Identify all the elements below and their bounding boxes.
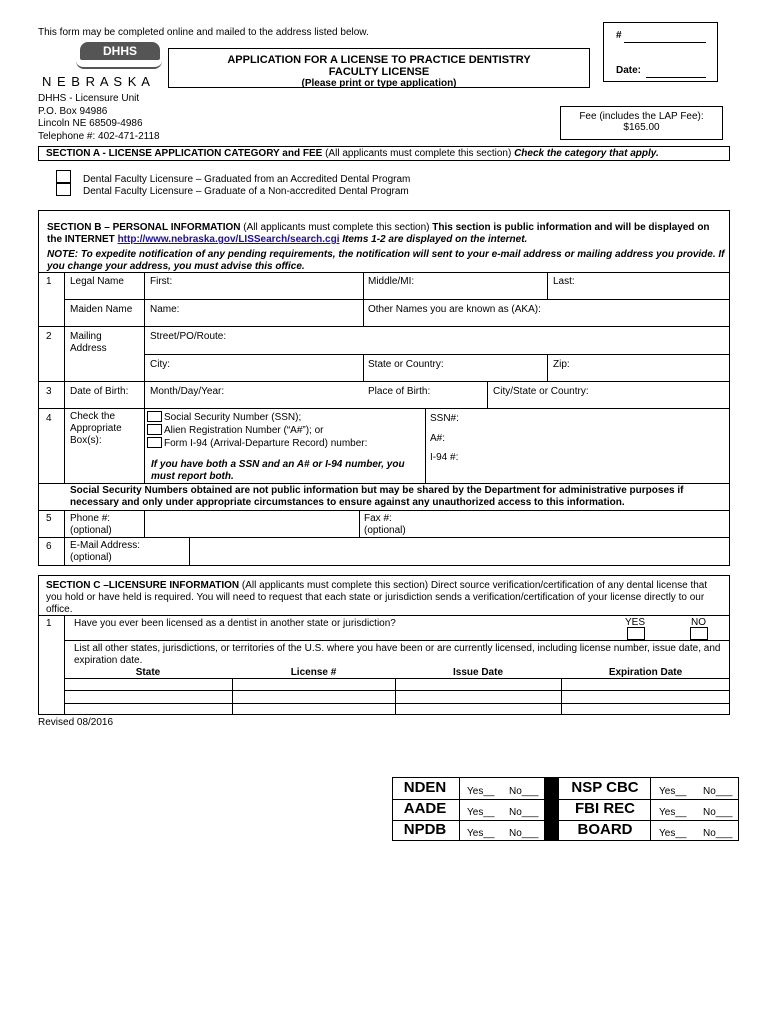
category-checkbox-2[interactable] bbox=[56, 183, 71, 196]
logo-bottom-text: N E B R A S K A bbox=[42, 74, 151, 89]
office-check-aade: AADE bbox=[403, 800, 447, 817]
grid-line bbox=[547, 272, 548, 299]
grid-line bbox=[38, 326, 730, 327]
license-list-note: List all other states, jurisdictions, or territories of the U.S. where you have been or are currently licensed, including license number, issue date, and expiration date. bbox=[74, 643, 721, 666]
a-number-field[interactable]: A#: bbox=[430, 433, 446, 444]
state-country-field[interactable]: State or Country: bbox=[368, 359, 444, 370]
yes-checkbox[interactable] bbox=[627, 627, 645, 640]
title-line1: APPLICATION FOR A LICENSE TO PRACTICE DENTISTRY bbox=[227, 54, 531, 66]
office-use-divider bbox=[544, 777, 559, 841]
phone-label-text: Phone #: bbox=[70, 513, 111, 524]
title-line2: FACULTY LICENSE bbox=[328, 66, 430, 78]
section-c-title: SECTION C –LICENSURE INFORMATION bbox=[46, 580, 240, 591]
fee-line1: Fee (includes the LAP Fee): bbox=[579, 111, 704, 122]
grid-line bbox=[487, 381, 488, 408]
no-mark: No___ bbox=[703, 807, 733, 818]
legal-name-label: Legal Name bbox=[70, 276, 124, 287]
first-name-field[interactable]: First: bbox=[150, 276, 173, 287]
section-c-instructions: (All applicants must complete this section) Direct source verification/certification of any dental license that you hold or have held is required. You will need to request that each state or jurisdiction sends a verification/certification of your license directly to our office. bbox=[46, 580, 708, 615]
zip-field[interactable]: Zip: bbox=[553, 359, 570, 370]
category-option-2: Dental Faculty Licensure – Graduate of a Non-accredited Dental Program bbox=[83, 186, 409, 197]
grid-line bbox=[64, 615, 65, 715]
row-number: 4 bbox=[46, 413, 52, 424]
alien-checkbox[interactable] bbox=[147, 424, 162, 435]
office-date-line bbox=[646, 77, 706, 78]
revised-date: Revised 08/2016 bbox=[38, 717, 114, 728]
section-a-check-note: Check the category that apply. bbox=[514, 148, 659, 159]
street-field[interactable]: Street/PO/Route: bbox=[150, 331, 227, 342]
no-checkbox[interactable] bbox=[690, 627, 708, 640]
grid-line bbox=[547, 354, 548, 381]
yes-mark: Yes__ bbox=[467, 807, 495, 818]
grid-line bbox=[144, 354, 730, 355]
city-field[interactable]: City: bbox=[150, 359, 170, 370]
grid-line bbox=[38, 510, 730, 511]
section-b-public-note: This section is public information and will be displayed on the INTERNET bbox=[47, 222, 710, 245]
grid-line bbox=[144, 272, 145, 483]
row-number: 2 bbox=[46, 331, 52, 342]
both-numbers-note: If you have both a SSN and an A# or I-94 number, you must report both. bbox=[151, 459, 405, 482]
section-b-title: SECTION B – PERSONAL INFORMATION bbox=[47, 222, 241, 233]
fee-line2: $165.00 bbox=[623, 122, 660, 133]
last-name-field[interactable]: Last: bbox=[553, 276, 575, 287]
grid-line bbox=[64, 299, 730, 300]
grid-line bbox=[425, 408, 426, 483]
grid-line bbox=[64, 272, 65, 483]
address-line: Telephone #: 402-471-2118 bbox=[38, 130, 160, 142]
office-check-npdb: NPDB bbox=[403, 821, 447, 838]
office-check-board: BOARD bbox=[577, 821, 633, 838]
office-check-nsp-cbc: NSP CBC bbox=[571, 779, 639, 796]
office-box bbox=[603, 22, 718, 82]
row-number: 1 bbox=[46, 618, 52, 629]
fax-label-text: Fax #: bbox=[364, 513, 392, 524]
grid-line bbox=[359, 510, 360, 537]
column-issue-date: Issue Date bbox=[452, 667, 504, 678]
grid-line bbox=[650, 777, 651, 841]
title-line3: (Please print or type application) bbox=[301, 78, 457, 89]
grid-line bbox=[561, 678, 562, 715]
grid-line bbox=[38, 381, 730, 382]
column-expiration-date: Expiration Date bbox=[608, 667, 683, 678]
office-number-line bbox=[624, 42, 706, 43]
fee-box bbox=[560, 106, 723, 140]
grid-line bbox=[38, 615, 730, 616]
address-line: P.O. Box 94986 bbox=[38, 105, 108, 117]
section-a-instructions: (All applicants must complete this section) bbox=[322, 148, 515, 159]
yes-mark: Yes__ bbox=[467, 786, 495, 797]
email-label-text: E-Mail Address: bbox=[70, 540, 141, 551]
column-license-number: License # bbox=[290, 667, 337, 678]
ssn-option-label: Social Security Number (SSN); bbox=[164, 412, 302, 423]
address-line: DHHS - Licensure Unit bbox=[38, 93, 140, 104]
id-options bbox=[147, 411, 367, 450]
category-checkbox-1[interactable] bbox=[56, 170, 71, 183]
grid-line bbox=[64, 510, 65, 566]
grid-line bbox=[64, 690, 730, 691]
email-optional: (optional) bbox=[70, 552, 112, 563]
office-date-label: Date: bbox=[616, 65, 642, 76]
office-check-nden: NDEN bbox=[403, 779, 447, 796]
dhhs-logo bbox=[38, 40, 163, 90]
aka-field[interactable]: Other Names you are known as (AKA): bbox=[368, 304, 541, 315]
section-a-header bbox=[38, 146, 730, 161]
ssn-checkbox[interactable] bbox=[147, 411, 162, 422]
email-field[interactable] bbox=[191, 538, 728, 565]
ssn-option[interactable] bbox=[147, 411, 367, 424]
section-b-notification-note: NOTE: To expedite notification of any pending requirements, the notification will sent to your e-mail address or mailing address you provide. If you change your address, you must advise this office. bbox=[47, 249, 725, 272]
address-block bbox=[38, 93, 160, 143]
email-label bbox=[70, 540, 140, 564]
mailing-address-label: Mailing Address bbox=[70, 331, 107, 354]
alien-option[interactable] bbox=[147, 424, 367, 437]
office-check-fbi-rec: FBI REC bbox=[575, 800, 635, 817]
grid-line bbox=[64, 678, 730, 679]
place-of-birth-label: Place of Birth: bbox=[368, 386, 431, 397]
address-line: Lincoln NE 68509-4986 bbox=[38, 118, 143, 129]
no-mark: No___ bbox=[509, 828, 539, 839]
phone-optional: (optional) bbox=[70, 525, 112, 536]
grid-line bbox=[232, 678, 233, 715]
maiden-name-label: Maiden Name bbox=[70, 304, 133, 315]
row-number: 5 bbox=[46, 513, 52, 524]
fax-label[interactable] bbox=[364, 513, 406, 537]
yes-label: YES bbox=[625, 617, 646, 628]
ssn-privacy-notice: Social Security Numbers obtained are not public information but may be shared by the Department for administrative purposes if necessary and only under appropriate circumstances to ensure against any unauthorized access to this information. bbox=[70, 485, 684, 508]
licensed-elsewhere-question: Have you ever been licensed as a dentist in another state or jurisdiction? bbox=[74, 618, 396, 629]
grid-line bbox=[38, 483, 730, 484]
ssn-field[interactable]: SSN#: bbox=[430, 413, 459, 424]
grid-line bbox=[459, 777, 460, 841]
alien-option-label: Alien Registration Number (“A#”); or bbox=[164, 425, 324, 436]
row-number: 1 bbox=[46, 276, 52, 287]
i94-option-label: Form I-94 (Arrival-Departure Record) number: bbox=[164, 438, 368, 449]
yes-mark: Yes__ bbox=[467, 828, 495, 839]
no-mark: No___ bbox=[703, 828, 733, 839]
section-b-header bbox=[47, 222, 723, 246]
section-b-instructions: (All applicants must complete this section) bbox=[240, 222, 433, 233]
i94-field[interactable]: I-94 #: bbox=[430, 452, 459, 463]
no-mark: No___ bbox=[703, 786, 733, 797]
yes-mark: Yes__ bbox=[659, 807, 687, 818]
section-b-items-note: Items 1-2 are displayed on the internet. bbox=[339, 234, 528, 245]
column-state: State bbox=[135, 667, 161, 678]
grid-line bbox=[64, 640, 730, 641]
phone-field[interactable] bbox=[146, 511, 358, 536]
logo-top-text: DHHS bbox=[102, 44, 137, 58]
fax-optional: (optional) bbox=[364, 525, 406, 536]
maiden-name-field[interactable]: Name: bbox=[150, 304, 180, 315]
office-number-label: # bbox=[616, 30, 622, 41]
no-mark: No___ bbox=[509, 807, 539, 818]
grid-line bbox=[144, 510, 145, 537]
grid-line bbox=[363, 354, 364, 381]
dob-field[interactable]: Month/Day/Year: bbox=[150, 386, 225, 397]
check-boxes-label: Check the Appropriate Box(s): bbox=[70, 411, 122, 446]
no-label: NO bbox=[691, 617, 706, 628]
grid-line bbox=[64, 703, 730, 704]
category-option-1: Dental Faculty Licensure – Graduated from an Accredited Dental Program bbox=[83, 174, 411, 185]
title-box bbox=[168, 48, 590, 88]
no-mark: No___ bbox=[509, 786, 539, 797]
lis-search-link[interactable]: http://www.nebraska.gov/LISSearch/search.cgi bbox=[117, 234, 340, 245]
row-number: 6 bbox=[46, 541, 52, 552]
grid-line bbox=[363, 272, 364, 326]
grid-line bbox=[38, 272, 730, 273]
grid-line bbox=[189, 537, 190, 566]
i94-option[interactable] bbox=[147, 437, 367, 450]
i94-checkbox[interactable] bbox=[147, 437, 162, 448]
logo-swoosh bbox=[76, 61, 162, 69]
row-number: 3 bbox=[46, 386, 52, 397]
section-c-header bbox=[46, 580, 722, 616]
birth-city-state-field[interactable]: City/State or Country: bbox=[493, 386, 589, 397]
phone-label bbox=[70, 513, 112, 537]
middle-name-field[interactable]: Middle/MI: bbox=[368, 276, 415, 287]
intro-text: This form may be completed online and mailed to the address listed below. bbox=[38, 27, 369, 38]
yes-mark: Yes__ bbox=[659, 828, 687, 839]
dob-label: Date of Birth: bbox=[70, 386, 129, 397]
section-a-title: SECTION A - LICENSE APPLICATION CATEGORY and FEE bbox=[46, 148, 323, 159]
yes-mark: Yes__ bbox=[659, 786, 687, 797]
grid-line bbox=[38, 408, 730, 409]
grid-line bbox=[395, 678, 396, 715]
